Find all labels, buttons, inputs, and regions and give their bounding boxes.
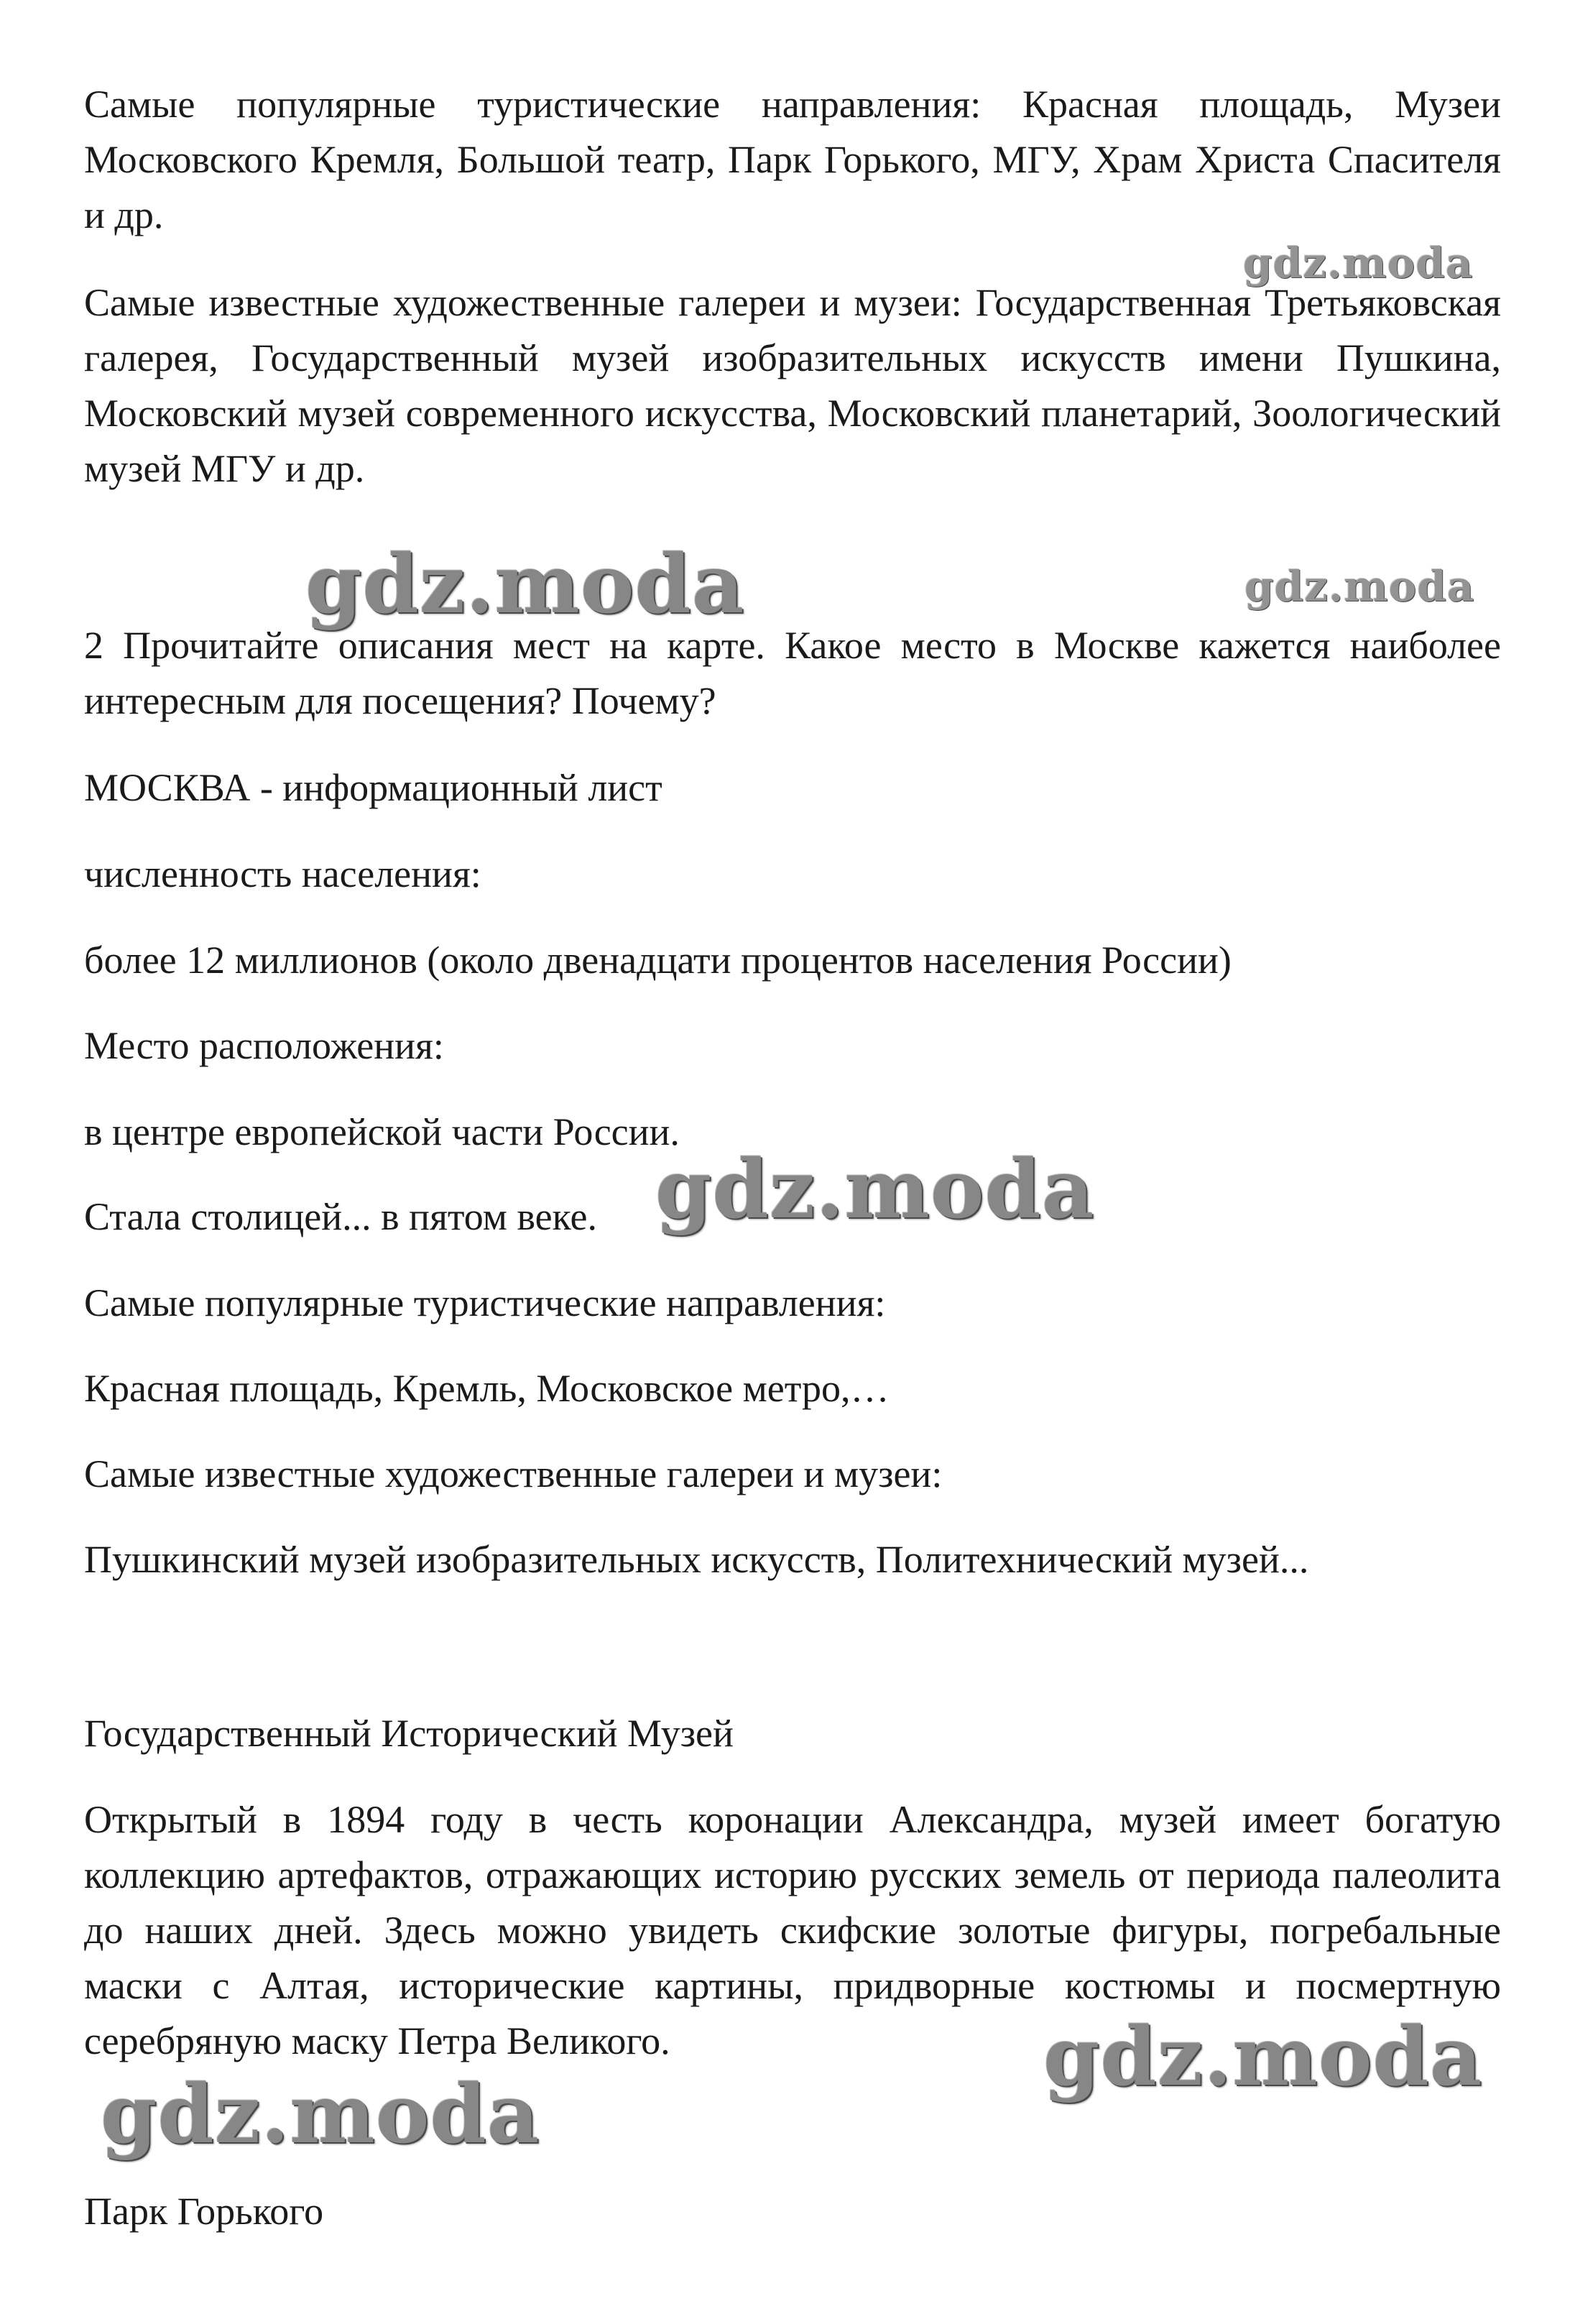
label-galleries-museums: Самые известные художественные галереи и музеи: — [84, 1452, 943, 1495]
paragraph-tourist-destinations: Самые популярные туристические направления: Красная площадь, Музеи Московского Кремля, Большой театр, Парк Горького, МГУ, Храм Христа Спасителя и др. — [84, 83, 1501, 236]
watermark-logo: gdz.moda — [305, 538, 745, 632]
value-tourist-destinations: Красная площадь, Кремль, Московское метро,… — [84, 1367, 890, 1410]
label-tourist-destinations: Самые популярные туристические направления: — [84, 1281, 886, 1324]
watermark-logo: gdz.moda — [1244, 562, 1475, 611]
heading-state-historical-museum: Государственный Исторический Музей — [84, 1712, 734, 1755]
heading-gorky-park: Парк Горького — [84, 2190, 324, 2233]
label-population: численность населения: — [84, 852, 481, 895]
heading-moscow-fact-sheet: МОСКВА - информационный лист — [84, 766, 662, 809]
watermark-logo: gdz.moda — [101, 2067, 540, 2162]
value-location: в центре европейской части России. — [84, 1110, 680, 1153]
label-location: Место расположения: — [84, 1024, 444, 1067]
paragraph-galleries-museums: Самые известные художественные галереи и музеи: Государственная Третьяковская галерея, Государственный музей изобразительных искусств имени Пушкина, Московский музей современного искусства, Московский планетарий, Зоологический музей МГУ и др. — [84, 281, 1501, 490]
value-population: более 12 миллионов (около двенадцати процентов населения России) — [84, 939, 1232, 982]
paragraph-exercise-2: 2 Прочитайте описания мест на карте. Какое место в Москве кажется наиболее интересным для посещения? Почему? — [84, 624, 1501, 722]
watermark-logo: gdz.moda — [1243, 239, 1474, 287]
watermark-logo: gdz.moda — [655, 1143, 1095, 1237]
paragraph-historical-museum: Открытый в 1894 году в честь коронации Александра, музей имеет богатую коллекцию артефактов, отражающих историю русских земель от периода палеолита до наших дней. Здесь можно увидеть скифские золотые фигуры, погребальные маски с Алтая, исторические картины, придворные костюмы и посмертную серебряную маску Петра Великого. — [84, 1798, 1501, 2062]
capital-since: Стала столицей... в пятом веке. — [84, 1195, 597, 1238]
watermark-logo: gdz.moda — [1043, 2010, 1483, 2104]
value-galleries-museums: Пушкинский музей изобразительных искусств, Политехнический музей... — [84, 1538, 1309, 1581]
